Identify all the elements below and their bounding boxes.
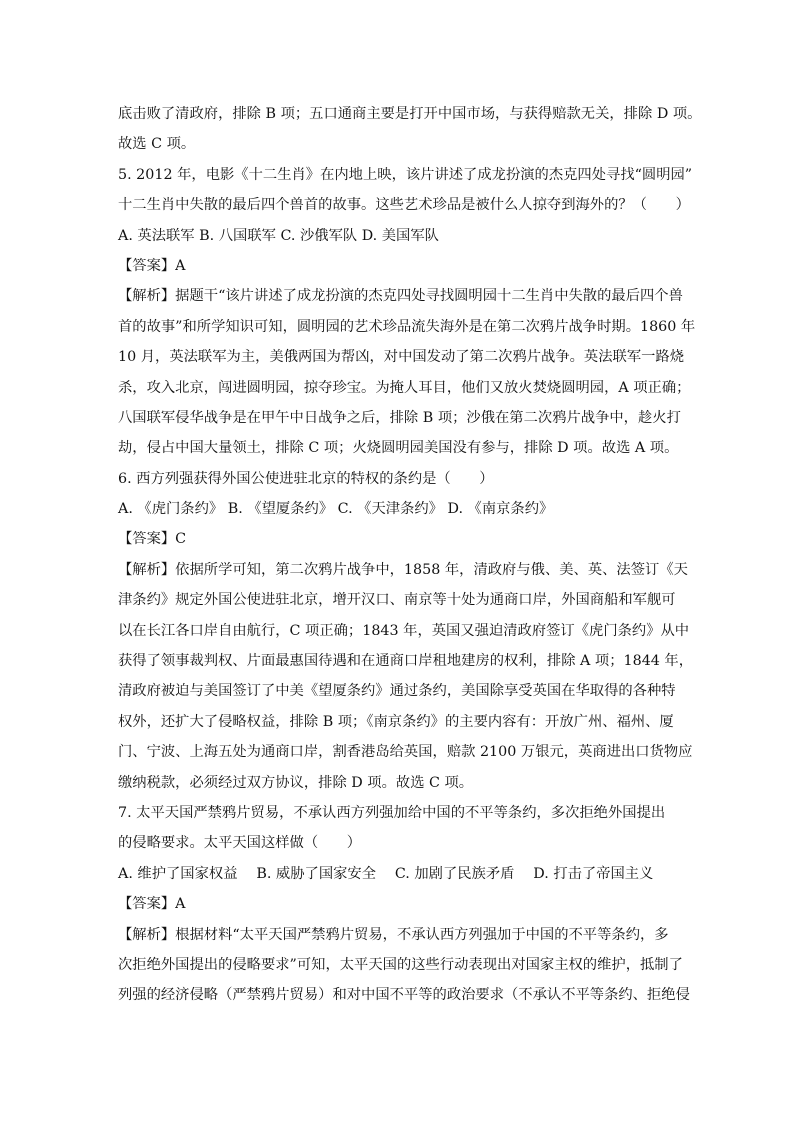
- question-5-analysis: 劫，侵占中国大量领土，排除 C 项；火烧圆明园美国没有参与，排除 D 项。故选 A 项。: [118, 440, 679, 457]
- text-line: 故选 C 项。: [118, 136, 196, 153]
- question-7-answer: 【答案】A: [118, 896, 186, 913]
- question-5-options: A. 英法联军 B. 八国联军 C. 沙俄军队 D. 美国军队: [118, 227, 439, 244]
- question-5-analysis: 杀，攻入北京，闯进圆明园，掠夺珍宝。为掩人耳目，他们又放火焚烧圆明园，A 项正确；: [118, 379, 691, 396]
- question-6-analysis: 津条约》规定外国公使进驻北京，增开汉口、南京等十处为通商口岸，外国商船和军舰可: [118, 592, 676, 609]
- text-line: 底击败了清政府，排除 B 项；五口通商主要是打开中国市场，与获得赔款无关，排除 D 项。: [118, 106, 702, 122]
- question-6-analysis: 清政府被迫与美国签订了中美《望厦条约》通过条约，美国除享受英国在华取得的各种特: [118, 683, 676, 700]
- question-5-answer: 【答案】A: [118, 257, 186, 274]
- question-7-stem: 的侵略要求。太平天国这样做（ ）: [118, 835, 362, 852]
- question-7-analysis: 【解析】根据材料“太平天国严禁鸦片贸易，不承认西方列强加于中国的不平等条约，多: [118, 926, 669, 943]
- question-6-analysis: 门、宁波、上海五处为通商口岸，割香港岛给英国，赔款 2100 万银元，英商进出口货物应: [118, 744, 693, 761]
- question-5-analysis: 【解析】据题干“该片讲述了成龙扮演的杰克四处寻找圆明园十二生肖中失散的最后四个兽: [118, 288, 683, 305]
- question-5-analysis: 10 月，英法联军为主，美俄两国为帮凶，对中国发动了第二次鸦片战争。英法联军一路烧: [118, 349, 685, 366]
- question-5-stem: 十二生肖中失散的最后四个兽首的故事。这些艺术珍品是被什么人掠夺到海外的？（ ）: [118, 197, 690, 214]
- question-5-stem: 5. 2012 年，电影《十二生肖》在内地上映，该片讲述了成龙扮演的杰克四处寻找“圆明园”: [118, 166, 693, 183]
- question-6-analysis: 以在长江各口岸自由航行，C 项正确；1843 年，英国又强迫清政府签订《虎门条约》从中: [118, 622, 690, 639]
- question-7-analysis: 列强的经济侵略（严禁鸦片贸易）和对中国不平等的政治要求（不承认不平等条约、拒绝侵: [118, 987, 690, 1004]
- question-7-stem: 7. 太平天国严禁鸦片贸易，不承认西方列强加给中国的不平等条约，多次拒绝外国提出: [118, 804, 666, 821]
- question-6-analysis: 权外，还扩大了侵略权益，排除 B 项；《南京条约》的主要内容有：开放广州、福州、厦: [118, 713, 674, 730]
- question-5-analysis: 八国联军侵华战争是在甲午中日战争之后，排除 B 项；沙俄在第二次鸦片战争中，趁火打: [118, 409, 681, 426]
- question-6-answer: 【答案】C: [118, 531, 187, 548]
- question-6-analysis: 缴纳税款，必须经过双方协议，排除 D 项。故选 C 项。: [118, 774, 474, 791]
- question-6-analysis: 【解析】依据所学可知，第二次鸦片战争中，1858 年，清政府与俄、美、英、法签订《天: [118, 561, 688, 578]
- question-7-options: A. 维护了国家权益 B. 威胁了国家安全 C. 加剧了民族矛盾 D. 打击了帝国主义: [118, 865, 654, 882]
- question-7-analysis: 次拒绝外国提出的侵略要求”可知，太平天国的这些行动表现出对国家主权的维护，抵制了: [118, 956, 683, 973]
- question-6-options: A. 《虎门条约》 B. 《望厦条约》 C. 《天津条约》 D. 《南京条约》: [118, 501, 554, 518]
- question-6-analysis: 获得了领事裁判权、片面最惠国待遇和在通商口岸租地建房的权利，排除 A 项；1844 年，: [118, 653, 694, 670]
- question-5-analysis: 首的故事”和所学知识可知，圆明园的艺术珍品流失海外是在第二次鸦片战争时期。1860 年: [118, 318, 696, 335]
- question-6-stem: 6. 西方列强获得外国公使进驻北京的特权的条约是（ ）: [118, 470, 494, 487]
- document-body: [118, 99, 702, 1011]
